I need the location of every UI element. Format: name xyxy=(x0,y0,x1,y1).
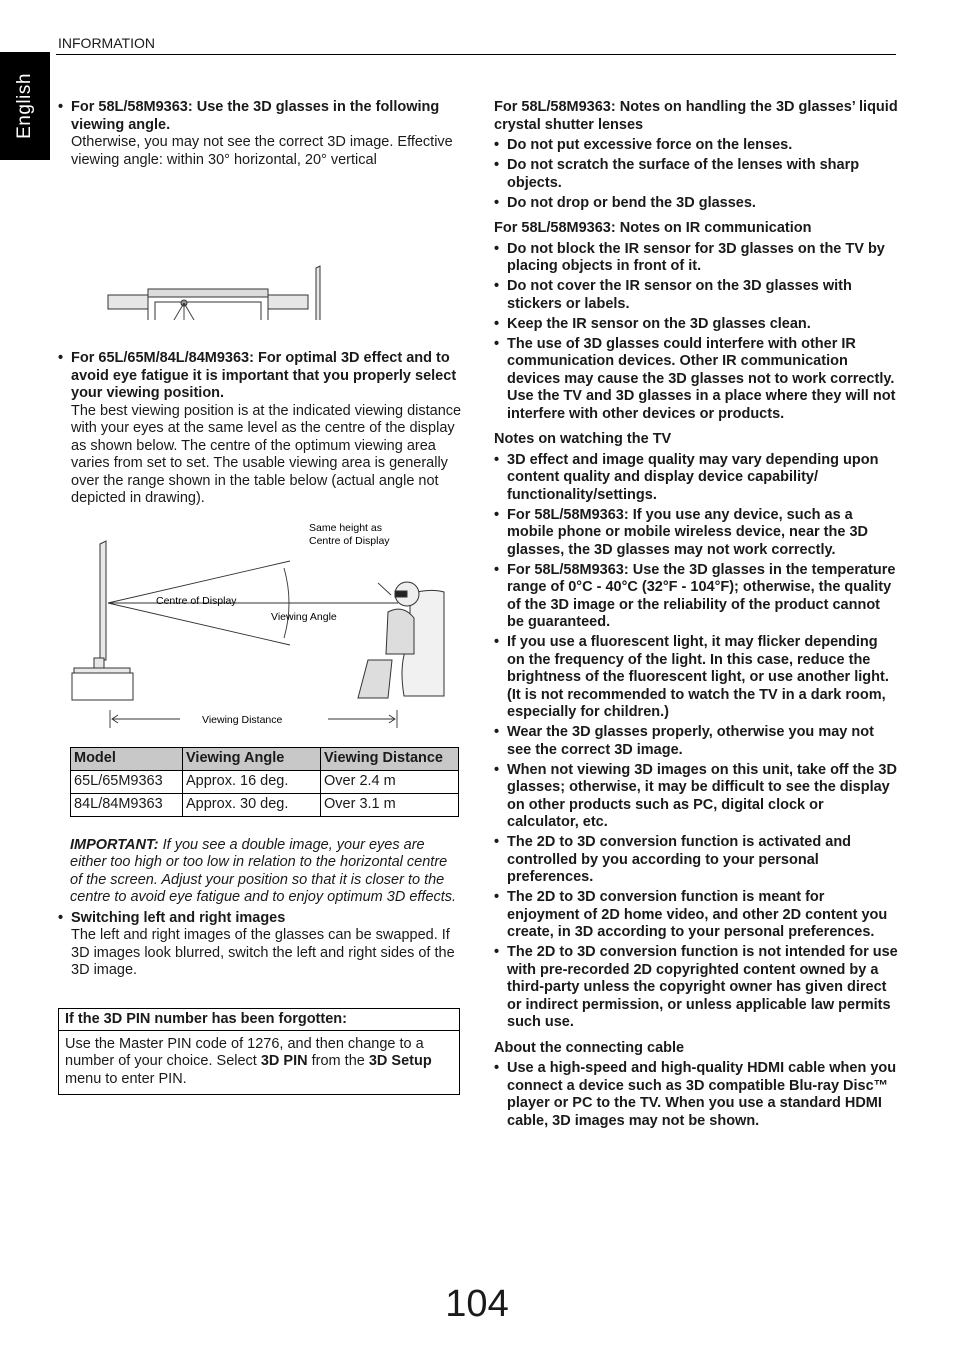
pin-menu-3d-pin: 3D PIN xyxy=(260,1053,308,1069)
table-header-angle: Viewing Angle xyxy=(183,747,321,770)
section-label: INFORMATION xyxy=(58,35,155,51)
pin-text: from the xyxy=(307,1053,369,1069)
tv-side-view xyxy=(74,541,130,673)
tv-stand-cabinet xyxy=(72,673,133,700)
viewing-distance-figure xyxy=(58,520,463,742)
list-item: • For 58L/58M9363: If you use any device, such as a mobile phone or mobile wireless device, near the 3D glasses, the 3D glasses may not work correctly. xyxy=(494,507,898,560)
list-item: • Keep the IR sensor on the 3D glasses clean. xyxy=(494,316,898,334)
list-item: • When not viewing 3D images on this unit, take off the 3D glasses; otherwise, it may be difficult to see the display on other products such as PC, digital clock or calculator, etc. xyxy=(494,762,898,832)
tv-top-view xyxy=(108,289,308,320)
pin-forgotten-box xyxy=(58,1008,460,1096)
watching-list xyxy=(494,452,898,1032)
viewing-angle-figure xyxy=(58,180,463,320)
list-item: • Use a high-speed and high-quality HDMI cable when you connect a device such as 3D compatible Blu-ray Disc™ player or PC to the TV. When you use a standard HDMI cable, 3D images may not be shown. xyxy=(494,1060,898,1130)
tv-side-view xyxy=(295,266,339,320)
table-row xyxy=(71,793,459,816)
pin-text: menu to enter PIN. xyxy=(65,1070,187,1087)
switching-note xyxy=(58,910,463,980)
viewing-position-heading: • For 65L/65M/84L/84M9363: For optimal 3D effect and to avoid eye fatigue it is important that you properly select your viewing position. xyxy=(71,350,457,401)
cable-heading: About the connecting cable xyxy=(494,1039,685,1056)
language-tab-label: English xyxy=(14,73,36,139)
list-item: • Do not cover the IR sensor on the 3D glasses with stickers or labels. xyxy=(494,278,898,313)
table-cell: Over 3.1 m xyxy=(321,793,459,816)
list-item: • Do not block the IR sensor for 3D glasses on the TV by placing objects in front of it. xyxy=(494,241,898,276)
pin-box-title: If the 3D PIN number has been forgotten: xyxy=(59,1009,459,1031)
list-item: • Wear the 3D glasses properly, otherwise you may not see the correct 3D image. xyxy=(494,724,898,759)
viewing-position-note xyxy=(58,350,463,508)
list-item: • Do not scratch the surface of the lenses with sharp objects. xyxy=(494,157,898,192)
table-cell: 84L/84M9363 xyxy=(71,793,183,816)
list-item: • For 58L/58M9363: Use the 3D glasses in the temperature range of 0°C - 40°C (32°F - 104°F); otherwise, the quality of the 3D image or the reliability of the product cannot be guaranteed. xyxy=(494,562,898,632)
important-note xyxy=(70,837,463,907)
watching-heading: Notes on watching the TV xyxy=(494,431,672,447)
list-item: • The 2D to 3D conversion function is meant for enjoyment of 2D home video, and other 2D content you create, in 3D according to your personal preferences. xyxy=(494,889,898,942)
pin-box-body xyxy=(59,1031,459,1095)
table-cell: Approx. 16 deg. xyxy=(183,770,321,793)
viewing-position-text: The best viewing position is at the indicated viewing distance with your eyes at the same level as the centre of the display as shown below. The centre of the optimum viewing area varies from set to set. The usable viewing area is generally over the range shown in the table below (actual angle not depicted in drawing). xyxy=(71,402,462,506)
same-height-label-line1: Same height as xyxy=(309,521,382,534)
glasses-angle-note xyxy=(58,99,463,169)
table-cell: Over 2.4 m xyxy=(321,770,459,793)
list-item: • Do not put excessive force on the lenses. xyxy=(494,137,898,155)
switching-text: The left and right images of the glasses can be swapped. If 3D images look blurred, switch the left and right sides of the 3D image. xyxy=(71,927,455,978)
language-tab xyxy=(0,52,50,160)
list-item: • 3D effect and image quality may vary depending upon content quality and display device capability/ functionality/settings. xyxy=(494,452,898,505)
list-item: • If you use a fluorescent light, it may flicker depending on the frequency of the light. In this case, reduce the brightness of the fluorescent light, or use another light. (It is not recommended to watch the TV in a dark room, especially for children.) xyxy=(494,634,898,722)
viewing-angle-lines xyxy=(108,561,398,645)
right-column xyxy=(494,99,898,1133)
switching-heading: • Switching left and right images xyxy=(71,909,286,926)
glasses-angle-heading: • For 58L/58M9363: Use the 3D glasses in the following viewing angle. xyxy=(71,99,440,133)
pin-text: Use the Master PIN code of 1276, and then change to a number of your choice. Select xyxy=(65,1035,424,1069)
viewing-angle-label: Viewing Angle xyxy=(271,610,337,623)
viewer-illustration xyxy=(358,582,444,698)
important-label: IMPORTANT: xyxy=(70,836,159,853)
table-cell: 65L/65M9363 xyxy=(71,770,183,793)
list-item: • The use of 3D glasses could interfere with other IR communication devices. Other IR communication devices may cause the 3D glasses not to work correctly. Use the TV and 3D glasses in a place where they will not interfere with other devices or products. xyxy=(494,336,898,424)
header-divider xyxy=(56,54,896,55)
cable-list xyxy=(494,1060,898,1130)
table-row xyxy=(71,770,459,793)
same-height-label-line2: Centre of Display xyxy=(309,534,390,547)
glasses-angle-text: Otherwise, you may not see the correct 3D image. Effective viewing angle: within 30° horizontal, 20° vertical xyxy=(71,134,453,168)
list-item: • The 2D to 3D conversion function is activated and controlled by you according to your personal preferences. xyxy=(494,834,898,887)
table-header-row xyxy=(71,747,459,770)
list-item: • Do not drop or bend the 3D glasses. xyxy=(494,195,898,213)
list-item: • The 2D to 3D conversion function is not intended for use with pre-recorded 2D copyrighted content owned by a third-party unless the copyright owner has given direct or indirect permission, or unless applicable law permits such use. xyxy=(494,944,898,1032)
ir-heading: For 58L/58M9363: Notes on IR communication xyxy=(494,220,812,236)
pin-menu-3d-setup: 3D Setup xyxy=(368,1053,432,1069)
table-header-model: Model xyxy=(71,747,183,770)
table-cell: Approx. 30 deg. xyxy=(183,793,321,816)
centre-of-display-label: Centre of Display xyxy=(156,594,237,607)
handling-list xyxy=(494,137,898,212)
handling-heading: For 58L/58M9363: Notes on handling the 3D glasses’ liquid crystal shutter lenses xyxy=(494,99,898,133)
ir-list xyxy=(494,241,898,424)
viewing-distance-label: Viewing Distance xyxy=(202,713,283,726)
left-column xyxy=(58,99,463,1095)
important-text: If you see a double image, your eyes are either too high or too low in relation to the horizontal centre of the screen. Adjust your position so that it is closer to the centre to avoid eye fatigue and to enjoy optimum 3D effects. xyxy=(70,836,457,905)
page-number: 104 xyxy=(445,1283,509,1325)
table-header-distance: Viewing Distance xyxy=(321,747,459,770)
viewing-table xyxy=(70,747,459,817)
